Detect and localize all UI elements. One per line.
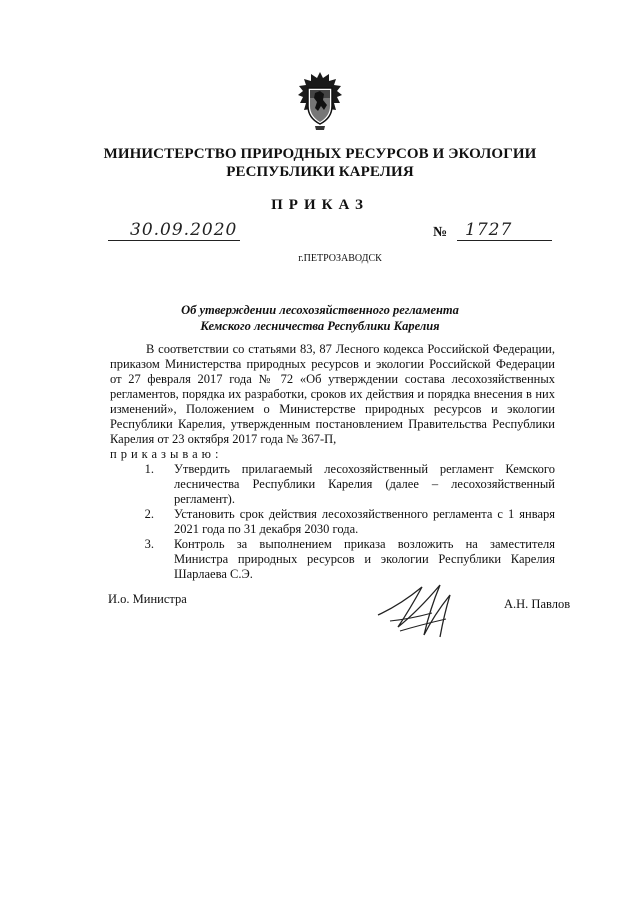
signer-role: И.о. Министра (108, 592, 187, 606)
ministry-name (0, 145, 640, 181)
date-value: 30.09.2020 (130, 220, 238, 240)
city-name: г.ПЕТРОЗАВОДСК (298, 253, 382, 264)
order-item (110, 537, 555, 582)
order-item-number: 3. (144, 537, 154, 551)
number-field (457, 222, 552, 241)
ministry-name-line1: МИНИСТЕРСТВО ПРИРОДНЫХ РЕСУРСОВ И ЭКОЛОГИИ (103, 146, 537, 162)
city-line (0, 253, 640, 264)
subject-line2: Кемского лесничества Республики Карелия (200, 319, 440, 333)
ministry-name-line2: РЕСПУБЛИКИ КАРЕЛИЯ (226, 164, 414, 180)
signer-name: А.Н. Павлов (504, 597, 571, 611)
order-item (110, 462, 555, 507)
karelia-coat-of-arms-icon (296, 70, 344, 132)
document-subject (0, 302, 640, 334)
order-item-text: Установить срок действия лесохозяйственного регламента с 1 января 2021 года по 31 декабря 2030 года. (174, 507, 555, 536)
preamble-paragraph: В соответствии со статьями 83, 87 Лесного кодекса Российской Федерации, приказом Министерства природных ресурсов и экологии Российской Федерации от 27 февраля 2017 года № 72 «Об утверждении состава лесохозяйственных регламентов, порядка их разработки, сроков их действия и порядка внесения в них изменений», Положением о Министерстве природных ресурсов и экологии Республики Карелия, утвержденным постановлением Правительства Республики Карелия от 23 октября 2017 года № 367-П, (110, 342, 555, 446)
order-item-number: 2. (144, 507, 154, 521)
order-word: приказываю: (110, 447, 223, 461)
subject-line1: Об утверждении лесохозяйственного регламента (181, 303, 459, 317)
document-body (110, 342, 555, 582)
number-value: 1727 (465, 220, 513, 240)
document-type: ПРИКАЗ (271, 197, 369, 213)
order-item-number: 1. (144, 462, 154, 476)
order-item (110, 507, 555, 537)
order-item-text: Контроль за выполнением приказа возложить на заместителя Министра природных ресурсов и экологии Республики Карелия Шарлаева С.Э. (174, 537, 555, 581)
number-label: № (433, 225, 448, 240)
handwritten-signature (370, 575, 470, 643)
date-field (108, 222, 240, 241)
order-item-text: Утвердить прилагаемый лесохозяйственный регламент Кемского лесничества Республики Карелия (далее – лесохозяйственный регламент). (174, 462, 555, 506)
